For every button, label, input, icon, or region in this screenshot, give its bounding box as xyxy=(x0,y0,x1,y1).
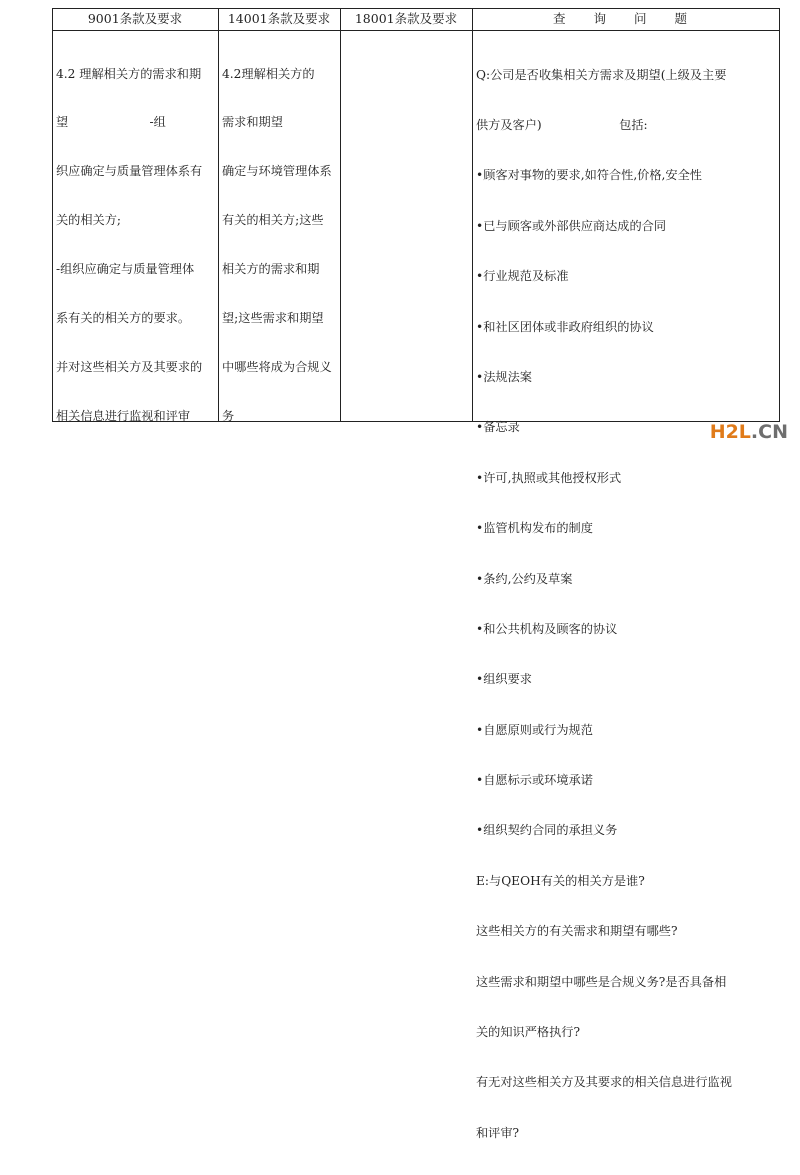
h2l-watermark-logo xyxy=(710,421,788,443)
question-line: •许可,执照或其他授权形式 xyxy=(476,470,622,485)
question-line: •行业规范及标准 xyxy=(476,269,569,284)
question-line: •监管机构发布的制度 xyxy=(476,521,593,536)
cell-14001-line: 望;这些需求和期望 xyxy=(222,311,324,326)
table-right-border xyxy=(779,8,780,422)
question-line: •和社区团体或非政府组织的协议 xyxy=(476,319,654,334)
table-left-border xyxy=(52,8,53,422)
cell-14001-line: 务 xyxy=(222,408,235,423)
cell-14001-line: 确定与环境管理体系 xyxy=(222,164,332,179)
question-line: •已与顾客或外部供应商达成的合同 xyxy=(476,218,667,233)
cell-14001-line: 中哪些将成为合规义 xyxy=(222,359,332,374)
cell-14001 xyxy=(222,33,338,457)
cell-9001-line: 望 -组 xyxy=(56,115,166,130)
question-line: •自愿标示或环境承诺 xyxy=(476,773,593,788)
cell-9001-line: 关的相关方; xyxy=(56,213,122,228)
header-9001: 9001条款及要求 xyxy=(87,11,183,26)
question-line: •法规法案 xyxy=(476,369,532,384)
cell-9001-line: 织应确定与质量管理体系有 xyxy=(56,164,203,179)
col-divider-2 xyxy=(340,8,341,422)
watermark-cn: CN xyxy=(758,421,788,443)
cell-9001-line: 相关信息进行监视和评审 xyxy=(56,408,191,423)
header-questions: 查 询 问 题 xyxy=(553,11,699,26)
question-line: Q:公司是否收集相关方需求及期望(上级及主要 xyxy=(476,67,727,82)
question-line: 这些相关方的有关需求和期望有哪些? xyxy=(476,924,678,939)
cell-14001-line: 需求和期望 xyxy=(222,115,283,130)
watermark-dot: . xyxy=(750,421,759,443)
cell-questions xyxy=(476,33,778,1175)
watermark-h2l: H2L xyxy=(709,421,751,443)
question-line: 和评审? xyxy=(476,1125,520,1140)
cell-14001-line: 4.2理解相关方的 xyxy=(222,66,315,81)
cell-14001-line: 相关方的需求和期 xyxy=(222,262,320,277)
col-divider-1 xyxy=(218,8,219,422)
question-line: •顾客对事物的要求,如符合性,价格,安全性 xyxy=(476,168,702,183)
question-line: •条约,公约及草案 xyxy=(476,571,573,586)
cell-9001-line: 系有关的相关方的要求。 xyxy=(56,311,191,326)
col-divider-3 xyxy=(472,8,473,422)
cell-9001-line: 并对这些相关方及其要求的 xyxy=(56,359,203,374)
cell-9001-line: 4.2 理解相关方的需求和期 xyxy=(56,66,202,81)
question-line: 关的知识严格执行? xyxy=(476,1025,581,1040)
question-line: 供方及客户) 包括: xyxy=(476,117,648,132)
header-14001: 14001条款及要求 xyxy=(227,11,331,26)
question-line: •自愿原则或行为规范 xyxy=(476,722,593,737)
question-line: 有无对这些相关方及其要求的相关信息进行监视 xyxy=(476,1075,732,1090)
cell-9001-line: -组织应确定与质量管理体 xyxy=(56,262,195,277)
question-line: •备忘录 xyxy=(476,420,520,435)
question-line: E:与QEOH有关的相关方是谁? xyxy=(476,873,645,888)
question-line: •和公共机构及顾客的协议 xyxy=(476,621,618,636)
question-line: •组织要求 xyxy=(476,672,532,687)
header-18001: 18001条款及要求 xyxy=(354,11,458,26)
cell-9001 xyxy=(56,33,216,457)
question-line: •组织契约合同的承担义务 xyxy=(476,823,618,838)
question-line: 这些需求和期望中哪些是合规义务?是否具备相 xyxy=(476,974,727,989)
cell-14001-line: 有关的相关方;这些 xyxy=(222,213,324,228)
header-divider xyxy=(52,30,780,31)
